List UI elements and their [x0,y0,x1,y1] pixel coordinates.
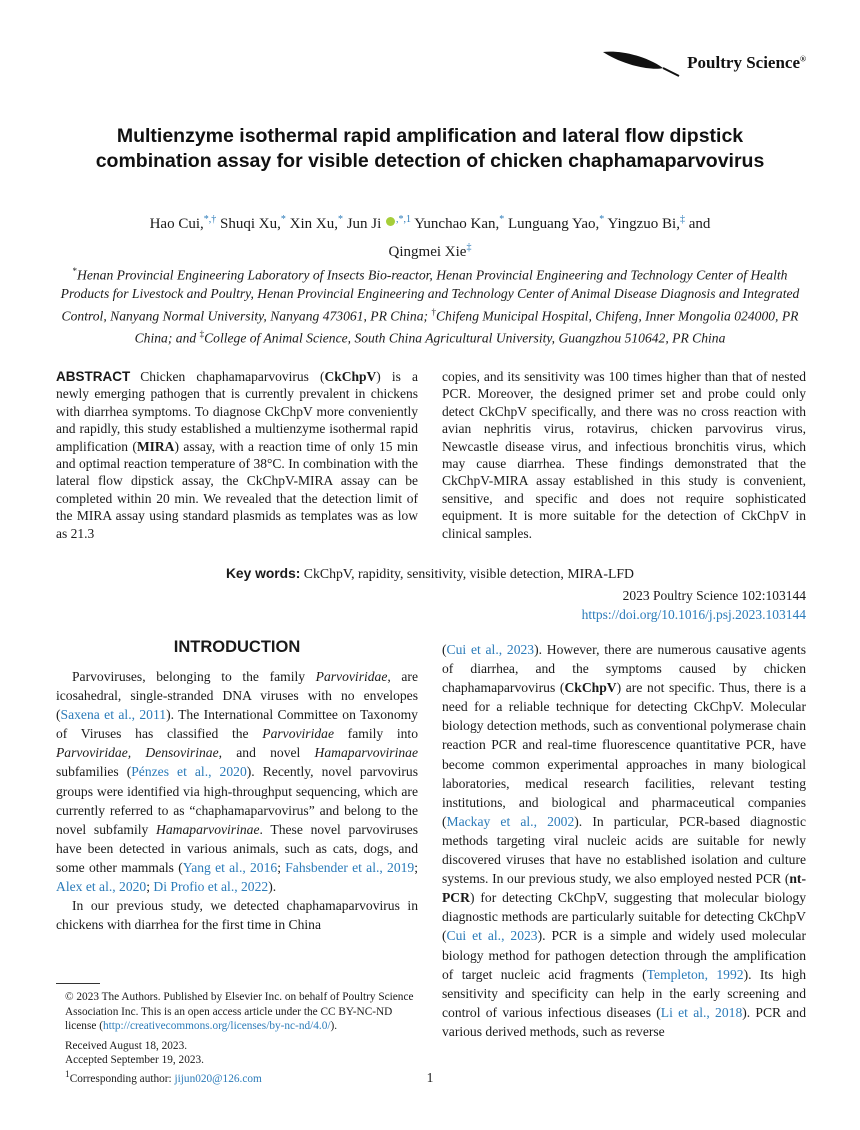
affiliation-mark[interactable]: * [280,214,286,225]
citation-link[interactable]: Pénzes et al., 2020 [131,764,247,780]
author-list [70,208,790,264]
citation-link[interactable]: Templeton, 1992 [646,966,744,982]
article-title [70,124,790,174]
affiliation-3: College of Animal Science, South China Agricultural University, Guangzhou 510642, PR China [204,330,726,346]
affiliations: *Henan Provincial Engineering Laboratory of Insects Bio-reactor, Henan Provincial Engineering and Technology Center of Health Products for Livestock and Poultry, Henan Provincial Engineering and Technology Center of Animal Disease Diagnosis and Integrated Control, Nanyang Normal University, Nanyang 473061, PR China; †Chifeng Municipal Hospital, Chifeng, Inner Mongolia 024000, PR China; and ‡College of Animal Science, South China Agricultural University, Guangzhou 510642, PR China [60,266,800,346]
citation-link[interactable]: Li et al., 2018 [660,1004,743,1020]
corresponding-author: $^1$Corresponding author: jijun020@126.com [65,1069,262,1085]
citation-link[interactable]: Fahsbender et al., 2019 [285,859,415,875]
received-date: Received August 18, 2023. [65,1039,188,1052]
author-conjunction: and [684,216,711,232]
paragraph: (Cui et al., 2023). However, there are numerous causative agents of diarrhea, and the symptoms caused by chicken chaphamaparvovirus (CkChpV) are not specific. Thus, there is a need for a reliable technique for detecting CkChpV. Molecular biology detection methods, such as conventional polymerase chain reaction PCR and real-time fluorescence quantitative PCR, have become common experimental approaches in many biological laboratories, medical research facilities, relevant testing institutions, and biological and pharmaceutical companies (Mackay et al., 2002). In particular, PCR-based diagnostic methods targeting viral nucleic acids are suitable for newly discovered viruses that have no established isolation and culture systems. In our previous study, we also employed nested PCR (nt-PCR) for detecting CkChpV, suggesting that molecular biology diagnostic methods are particularly suitable for detecting CkChpV (Cui et al., 2023). PCR is a simple and widely used molecular biology method for pathogen detection through the amplification of target nucleic acid fragments (Templeton, 1992). Its high sensitivity and specificity can help in the early screening and control of various infectious diseases (Li et al., 2018). PCR and various derived methods, such as reverse [442,642,807,1039]
author: Shuqi Xu, [220,216,281,232]
citation-link[interactable]: Mackay et al., 2002 [446,813,575,829]
journal-logo[interactable] [601,46,806,80]
accepted-date: Accepted September 19, 2023. [65,1054,204,1067]
email-link[interactable]: jijun020@126.com [174,1072,262,1085]
keywords [60,566,800,582]
abstract-right: copies, and its sensitivity was 100 times higher than that of nested PCR. Moreover, the designed primer set and probe could only detect CkChpV specifically, and there was no cross reaction with avian nephritis virus, rotavirus, chicken parvovirus virus, Newcastle disease virus, and infectious bronchitis virus, which may cause diarrhea. These findings demonstrated that the CkChpV-MIRA assay established in this study is convenient, sensitive, and specific and does not require sophisticated equipment. It is more suitable for the detection of CkChpV in clinical samples. [442,369,806,541]
affiliation-mark[interactable]: ,*,1 [396,214,412,225]
paragraph: In our previous study, we detected chaphamaparvovirus in chickens with diarrhea for the first time in China [56,898,418,933]
abstract-heading: ABSTRACT [56,369,131,384]
copyright-note: © 2023 The Authors. Published by Elsevier Inc. on behalf of Poultry Science Association Inc. This is an open access article under the CC BY-NC-ND license (http://creativecommons.org/licenses/by-nc-nd/4.0/). [65,991,414,1033]
intro-right-column [442,640,806,1041]
citation-link[interactable]: Cui et al., 2023 [446,642,535,657]
affiliation-mark[interactable]: * [337,214,343,225]
affiliation-1: Henan Provincial Engineering Laboratory of Insects Bio-reactor, Henan Provincial Engineering and Technology Center of Health Products for Livestock and Poultry, Henan Provincial Engineering and Technology Center of Animal Disease Diagnosis and Integrated Control, Nanyang Normal University, Nanyang 473061, PR China; [60,267,800,324]
paragraph: Parvoviruses, belonging to the family Parvoviridae, are icosahedral, single-stranded DNA viruses with no envelopes (Saxena et al., 2011). The International Committee on Taxonomy of Viruses has classified the Parvoviridae family into Parvoviridae, Densovirinae, and novel Hamaparvovirinae subfamilies (Pénzes et al., 2020). Recently, novel parvovirus groups were identified via high-throughput sequencing, which are currently referred to as “chaphamaparvovirus” and belong to the novel subfamily Hamaparvovirinae. These novel parvoviruses have been detected in various animals, such as cats, dogs, and some other mammals (Yang et al., 2016; Fahsbender et al., 2019; Alex et al., 2020; Di Profio et al., 2022). [56,669,419,895]
citation-link[interactable]: Saxena et al., 2011 [60,707,167,723]
abstract-left: ABSTRACT Chicken chaphamaparvovirus (CkChpV) is a newly emerging pathogen that is currently prevalent in chickens with diarrhea symptoms. To diagnose CkChpV more conveniently and rapidly, this study established a multienzyme isothermal rapid amplification (MIRA) assay, with a reaction time of only 15 min and optimal reaction temperature of 38°C. In combination with the lateral flow dipstick assay, the CkChpV-MIRA assay can be completed within 20 min. We revealed that the detection limit of the MIRA assay using standard plasmids as templates was as low as 21.3 [56,369,418,541]
citation-link[interactable]: Di Profio et al., 2022 [153,879,269,895]
title-line-2: combination assay for visible detection of chicken chaphamaparvovirus [95,150,765,172]
keywords-label: Key words: [225,566,301,581]
author: Yunchao Kan, [414,216,500,232]
intro-left-column [56,667,418,934]
citation-link[interactable]: Cui et al., 2023 [446,928,538,944]
feather-logo-icon [601,46,681,80]
page-number: 1 [426,1070,434,1085]
affiliation-mark[interactable]: ‡ [466,242,472,253]
affiliation-mark[interactable]: *,† [203,214,217,225]
section-heading: INTRODUCTION [173,638,301,656]
orcid-icon[interactable] [386,217,395,226]
author: Xin Xu, [289,216,338,232]
doi-link[interactable]: https://doi.org/10.1016/j.psj.2023.103144 [581,607,806,622]
journal-name: Poultry Science® [687,53,806,72]
affiliation-mark[interactable]: * [599,214,605,225]
affiliation-mark[interactable]: * [499,214,505,225]
footnote-divider [56,983,100,984]
keywords-text: CkChpV, rapidity, sensitivity, visible detection, MIRA-LFD [300,566,635,581]
citation: 2023 Poultry Science 102:103144 [622,588,806,603]
affiliation-2: Chifeng Municipal Hospital, Chifeng, Inner Mongolia 024000, PR China; and [134,308,799,346]
author: Lunguang Yao, [507,216,600,232]
affiliation-mark[interactable]: ‡ [679,214,685,225]
citation-link[interactable]: Alex et al., 2020 [56,879,147,895]
author: Hao Cui, [149,216,204,232]
author: Yingzuo Bi, [607,216,680,232]
license-link[interactable]: http://creativecommons.org/licenses/by-nc-nd/4.0/ [102,1020,331,1033]
citation-link[interactable]: Yang et al., 2016 [182,859,278,875]
author: Qingmei Xie [388,244,467,260]
author: Jun Ji [346,216,386,232]
title-line-1: Multienzyme isothermal rapid amplification and lateral flow dipstick [116,125,744,147]
journal-info [582,586,806,624]
